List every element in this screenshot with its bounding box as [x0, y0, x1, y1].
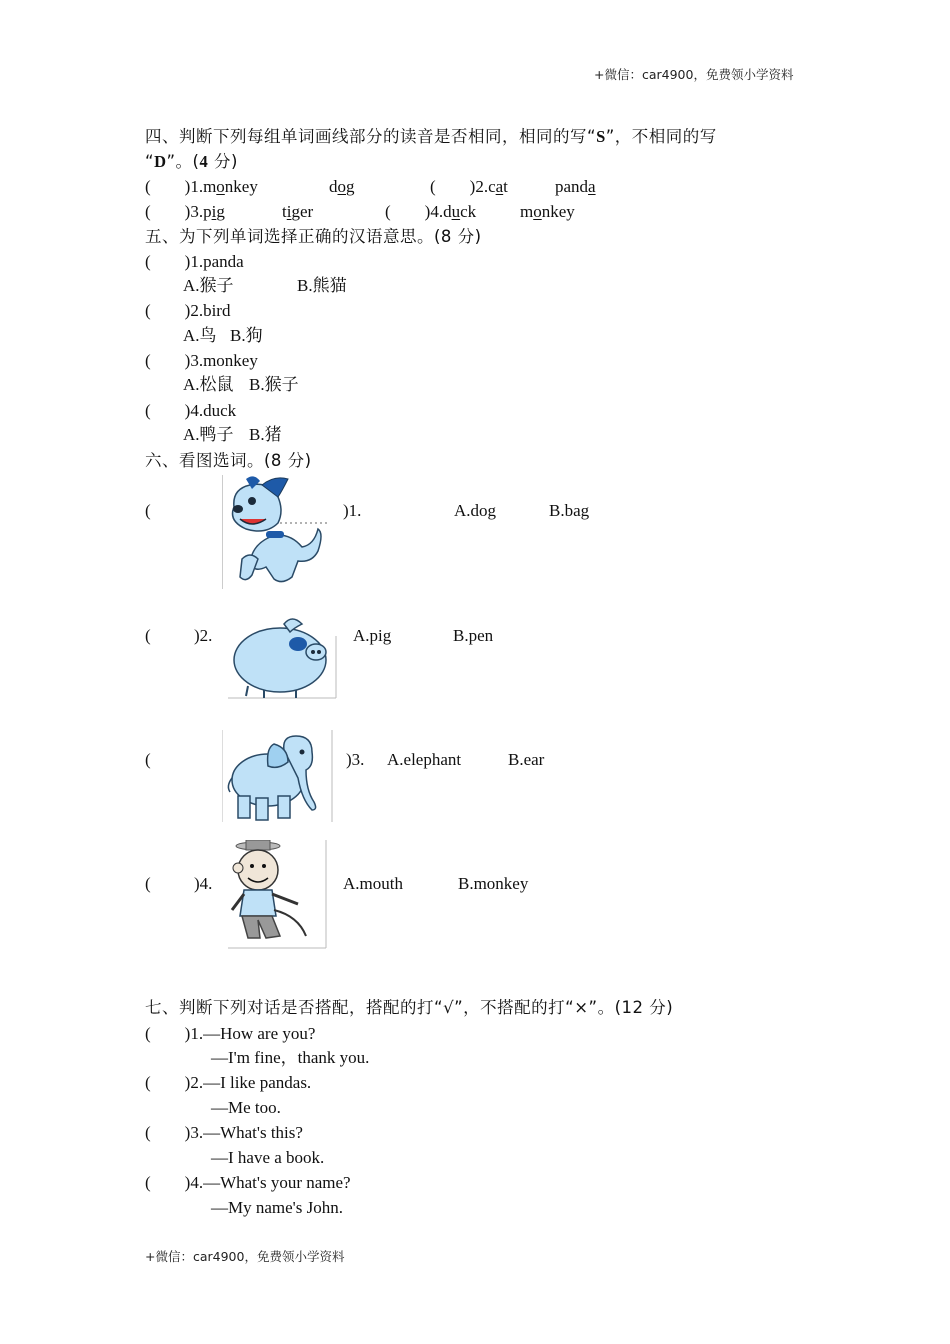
- s7-question-2: ( )2.—I like pandas.: [145, 1073, 312, 1092]
- s4-item-3-word2: tiger: [282, 202, 314, 221]
- s6-paren-3: (: [145, 750, 151, 769]
- s5-option-3b: B.猴子: [249, 375, 299, 394]
- s6-option-2b: B.pen: [453, 626, 494, 645]
- section-4-title-cont: “D”。(4 分): [145, 152, 238, 171]
- s6-option-1a: A.dog: [454, 501, 497, 520]
- s6-number-4: )4.: [194, 874, 213, 893]
- s5-option-2a: A.鸟: [183, 326, 217, 345]
- s7-reply-3: —I have a book.: [211, 1148, 325, 1167]
- s5-question-1: ( )1.panda: [145, 252, 244, 271]
- s5-option-1a: A.猴子: [183, 276, 234, 295]
- section-7-title: 七、判断下列对话是否搭配，搭配的打“√”，不搭配的打“×”。(12 分): [145, 998, 674, 1017]
- s7-reply-4: —My name's John.: [211, 1198, 343, 1217]
- dog-picture: [222, 475, 330, 589]
- elephant-picture: [222, 730, 334, 824]
- pig-picture: [228, 616, 338, 700]
- monkey-picture: [228, 840, 328, 950]
- s4-item-1-word2: dog: [329, 177, 355, 196]
- s6-number-1: )1.: [343, 501, 362, 520]
- s5-option-4a: A.鸭子: [183, 425, 234, 444]
- section-4-title: 四、判断下列每组单词画线部分的读音是否相同，相同的写“S”，不相同的写: [145, 127, 717, 146]
- s5-question-4: ( )4.duck: [145, 401, 237, 420]
- s7-question-4: ( )4.—What's your name?: [145, 1173, 351, 1192]
- s5-option-1b: B.熊猫: [297, 276, 347, 295]
- s6-option-2a: A.pig: [353, 626, 392, 645]
- s7-reply-1: —I'm fine，thank you.: [211, 1048, 370, 1067]
- s7-reply-2: —Me too.: [211, 1098, 281, 1117]
- s7-question-1: ( )1.—How are you?: [145, 1024, 316, 1043]
- s5-option-4b: B.猪: [249, 425, 282, 444]
- s4-item-3: ( )3.pig: [145, 202, 225, 221]
- s6-option-3b: B.ear: [508, 750, 545, 769]
- s6-option-1b: B.bag: [549, 501, 590, 520]
- s6-paren-1: (: [145, 501, 151, 520]
- s5-question-2: ( )2.bird: [145, 301, 231, 320]
- s4-item-4: ( )4.duck: [385, 202, 477, 221]
- s6-paren-4: (: [145, 874, 151, 893]
- cross-mark-symbol: ×: [574, 998, 589, 1017]
- s4-item-1: ( )1.monkey: [145, 177, 258, 196]
- section-5-title: 五、为下列单词选择正确的汉语意思。(8 分): [145, 227, 482, 246]
- section-6-title: 六、看图选词。(8 分): [145, 451, 312, 470]
- s7-question-3: ( )3.—What's this?: [145, 1123, 303, 1142]
- s5-option-3a: A.松鼠: [183, 375, 234, 394]
- s4-item-2-word2: panda: [555, 177, 596, 196]
- s6-option-4a: A.mouth: [343, 874, 403, 893]
- s6-number-3: )3.: [346, 750, 365, 769]
- s6-option-3a: A.elephant: [387, 750, 462, 769]
- s6-number-2: )2.: [194, 626, 213, 645]
- s6-option-4b: B.monkey: [458, 874, 529, 893]
- s5-option-2b: B.狗: [230, 326, 263, 345]
- s4-item-4-word2: monkey: [520, 202, 575, 221]
- s4-item-2: ( )2.cat: [430, 177, 508, 196]
- check-mark-symbol: √: [443, 998, 455, 1017]
- footer-note: +微信：car4900，免费领小学资料: [145, 1249, 345, 1264]
- s5-question-3: ( )3.monkey: [145, 351, 258, 370]
- header-note: +微信：car4900，免费领小学资料: [594, 67, 794, 82]
- s6-paren-2: (: [145, 626, 151, 645]
